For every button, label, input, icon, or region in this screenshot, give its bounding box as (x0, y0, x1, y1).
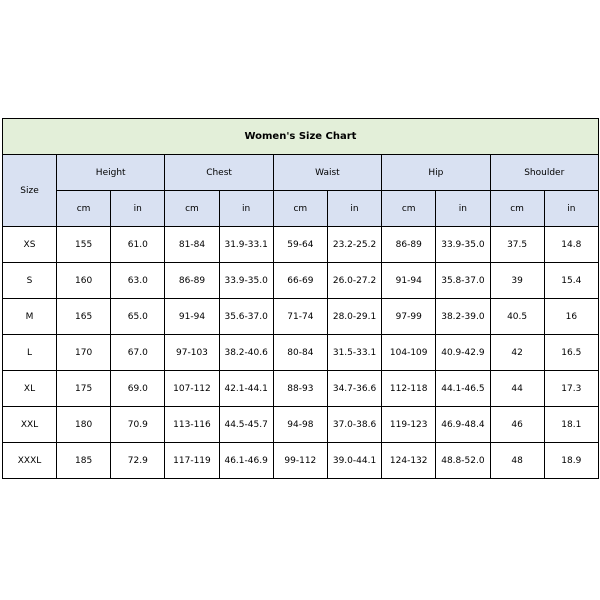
measurement-cell: 37.5 (490, 227, 544, 263)
measurement-cell: 69.0 (111, 371, 165, 407)
measurement-cell: 31.5-33.1 (327, 335, 381, 371)
measurement-cell: 67.0 (111, 335, 165, 371)
measurement-cell: 44.1-46.5 (436, 371, 490, 407)
measurement-cell: 185 (57, 443, 111, 479)
measurement-group-header: Hip (382, 155, 490, 191)
measurement-cell: 46 (490, 407, 544, 443)
table-row (3, 299, 599, 335)
size-column-header: Size (3, 155, 57, 227)
measurement-cell: 34.7-36.6 (327, 371, 381, 407)
table-row (3, 227, 599, 263)
size-label-cell: XS (3, 227, 57, 263)
measurement-cell: 124-132 (382, 443, 436, 479)
size-label-cell: L (3, 335, 57, 371)
measurement-cell: 39.0-44.1 (327, 443, 381, 479)
unit-header: in (327, 191, 381, 227)
unit-header: cm (382, 191, 436, 227)
measurement-cell: 16 (544, 299, 598, 335)
measurement-cell: 46.9-48.4 (436, 407, 490, 443)
unit-header: in (436, 191, 490, 227)
size-label-cell: M (3, 299, 57, 335)
measurement-cell: 86-89 (382, 227, 436, 263)
measurement-cell: 59-64 (273, 227, 327, 263)
measurement-cell: 91-94 (165, 299, 219, 335)
measurement-cell: 81-84 (165, 227, 219, 263)
measurement-cell: 175 (57, 371, 111, 407)
measurement-cell: 99-112 (273, 443, 327, 479)
measurement-cell: 35.8-37.0 (436, 263, 490, 299)
measurement-cell: 63.0 (111, 263, 165, 299)
measurement-cell: 72.9 (111, 443, 165, 479)
measurement-cell: 48.8-52.0 (436, 443, 490, 479)
measurement-cell: 35.6-37.0 (219, 299, 273, 335)
measurement-cell: 18.9 (544, 443, 598, 479)
measurement-cell: 14.8 (544, 227, 598, 263)
measurement-cell: 112-118 (382, 371, 436, 407)
unit-header: cm (165, 191, 219, 227)
measurement-cell: 170 (57, 335, 111, 371)
measurement-group-header: Shoulder (490, 155, 598, 191)
measurement-cell: 65.0 (111, 299, 165, 335)
measurement-cell: 117-119 (165, 443, 219, 479)
measurement-cell: 48 (490, 443, 544, 479)
measurement-cell: 71-74 (273, 299, 327, 335)
measurement-cell: 23.2-25.2 (327, 227, 381, 263)
table-row (3, 443, 599, 479)
measurement-group-header: Waist (273, 155, 381, 191)
measurement-cell: 40.9-42.9 (436, 335, 490, 371)
measurement-cell: 46.1-46.9 (219, 443, 273, 479)
measurement-cell: 38.2-40.6 (219, 335, 273, 371)
size-label-cell: S (3, 263, 57, 299)
chart-title: Women's Size Chart (3, 119, 599, 155)
measurement-cell: 113-116 (165, 407, 219, 443)
table-row (3, 407, 599, 443)
measurement-cell: 94-98 (273, 407, 327, 443)
table-row (3, 263, 599, 299)
measurement-group-header: Height (57, 155, 165, 191)
measurement-cell: 180 (57, 407, 111, 443)
unit-header: cm (273, 191, 327, 227)
measurement-cell: 155 (57, 227, 111, 263)
measurement-cell: 61.0 (111, 227, 165, 263)
measurement-cell: 119-123 (382, 407, 436, 443)
size-label-cell: XXL (3, 407, 57, 443)
unit-header: cm (490, 191, 544, 227)
measurement-cell: 160 (57, 263, 111, 299)
measurement-cell: 42 (490, 335, 544, 371)
measurement-cell: 18.1 (544, 407, 598, 443)
measurement-cell: 16.5 (544, 335, 598, 371)
measurement-cell: 15.4 (544, 263, 598, 299)
measurement-cell: 37.0-38.6 (327, 407, 381, 443)
measurement-cell: 97-99 (382, 299, 436, 335)
unit-header: in (544, 191, 598, 227)
measurement-cell: 107-112 (165, 371, 219, 407)
measurement-cell: 28.0-29.1 (327, 299, 381, 335)
measurement-cell: 165 (57, 299, 111, 335)
measurement-cell: 97-103 (165, 335, 219, 371)
measurement-cell: 33.9-35.0 (219, 263, 273, 299)
unit-header: in (111, 191, 165, 227)
measurement-cell: 86-89 (165, 263, 219, 299)
measurement-cell: 26.0-27.2 (327, 263, 381, 299)
measurement-cell: 80-84 (273, 335, 327, 371)
unit-header: cm (57, 191, 111, 227)
table-row (3, 371, 599, 407)
measurement-cell: 38.2-39.0 (436, 299, 490, 335)
measurement-cell: 42.1-44.1 (219, 371, 273, 407)
measurement-cell: 91-94 (382, 263, 436, 299)
table-row (3, 335, 599, 371)
measurement-cell: 31.9-33.1 (219, 227, 273, 263)
size-label-cell: XXXL (3, 443, 57, 479)
measurement-group-header: Chest (165, 155, 273, 191)
measurement-cell: 88-93 (273, 371, 327, 407)
measurement-cell: 44.5-45.7 (219, 407, 273, 443)
measurement-cell: 39 (490, 263, 544, 299)
measurement-cell: 40.5 (490, 299, 544, 335)
unit-header: in (219, 191, 273, 227)
measurement-cell: 17.3 (544, 371, 598, 407)
measurement-cell: 70.9 (111, 407, 165, 443)
measurement-cell: 66-69 (273, 263, 327, 299)
measurement-cell: 104-109 (382, 335, 436, 371)
size-label-cell: XL (3, 371, 57, 407)
size-chart-table (2, 118, 599, 479)
measurement-cell: 44 (490, 371, 544, 407)
measurement-cell: 33.9-35.0 (436, 227, 490, 263)
